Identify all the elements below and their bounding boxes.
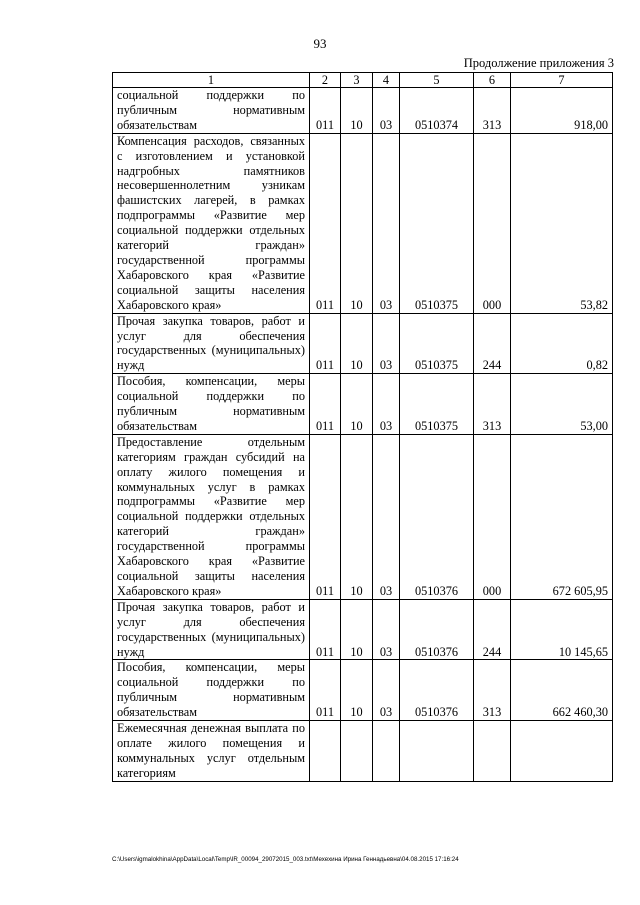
- ministry-code-cell: 011: [310, 374, 341, 435]
- table-row: [113, 374, 613, 435]
- ministry-code-cell: 011: [310, 660, 341, 721]
- expense-type-cell: 313: [474, 88, 511, 134]
- table-row: [113, 660, 613, 721]
- target-article-cell: 0510376: [400, 660, 474, 721]
- section-code-cell: 10: [341, 599, 373, 660]
- header-cell: 4: [373, 73, 400, 88]
- subsection-code-cell: 03: [373, 660, 400, 721]
- expense-type-cell: 244: [474, 313, 511, 374]
- section-code-cell: 10: [341, 434, 373, 599]
- table-row: [113, 133, 613, 313]
- amount-cell: 10 145,65: [511, 599, 613, 660]
- subsection-code-cell: 03: [373, 374, 400, 435]
- expense-type-cell: 000: [474, 133, 511, 313]
- table-row: [113, 434, 613, 599]
- row-name-cell: Предоставление отдельным категориям граждан субсидий на оплату жилого помещения и коммунальных услуг в рамках подпрограммы «Развитие мер социальной поддержки отдельных категорий граждан» государственной программы Хабаровского края «Развитие социальной защиты населения Хабаровского края»: [113, 434, 310, 599]
- ministry-code-cell: [310, 721, 341, 782]
- amount-cell: [511, 721, 613, 782]
- footer-file-path: C:\Users\igmalokhina\AppData\Local\Temp\IR_00094_29072015_003.txt\Мехехина Ирина Геннадьевна\04.08.2015 17:16:24: [112, 856, 459, 863]
- expense-type-cell: 000: [474, 434, 511, 599]
- target-article-cell: 0510374: [400, 88, 474, 134]
- subsection-code-cell: [373, 721, 400, 782]
- section-code-cell: 10: [341, 88, 373, 134]
- amount-cell: 672 605,95: [511, 434, 613, 599]
- ministry-code-cell: 011: [310, 313, 341, 374]
- row-name-cell: Прочая закупка товаров, работ и услуг для обеспечения государственных (муниципальных) нужд: [113, 313, 310, 374]
- page-number: 93: [313, 36, 327, 51]
- row-name-cell: Ежемесячная денежная выплата по оплате жилого помещения и коммунальных услуг отдельным категориям: [113, 721, 310, 782]
- ministry-code-cell: 011: [310, 88, 341, 134]
- ministry-code-cell: 011: [310, 133, 341, 313]
- amount-cell: 0,82: [511, 313, 613, 374]
- row-name-cell: Прочая закупка товаров, работ и услуг для обеспечения государственных (муниципальных) нужд: [113, 599, 310, 660]
- subsection-code-cell: 03: [373, 599, 400, 660]
- target-article-cell: 0510375: [400, 313, 474, 374]
- amount-cell: 53,00: [511, 374, 613, 435]
- row-name-cell: социальной поддержки по публичным нормативным обязательствам: [113, 88, 310, 134]
- subsection-code-cell: 03: [373, 133, 400, 313]
- section-code-cell: 10: [341, 374, 373, 435]
- amount-cell: 662 460,30: [511, 660, 613, 721]
- target-article-cell: 0510376: [400, 599, 474, 660]
- row-name-cell: Пособия, компенсации, меры социальной поддержки по публичным нормативным обязательствам: [113, 660, 310, 721]
- header-cell: 7: [511, 73, 613, 88]
- continuation-label: Продолжение приложения 3: [463, 56, 614, 70]
- header-cell: 1: [113, 73, 310, 88]
- header-cell: 3: [341, 73, 373, 88]
- section-code-cell: 10: [341, 313, 373, 374]
- target-article-cell: 0510375: [400, 374, 474, 435]
- header-cell: 5: [400, 73, 474, 88]
- ministry-code-cell: 011: [310, 434, 341, 599]
- expense-type-cell: 313: [474, 374, 511, 435]
- subsection-code-cell: 03: [373, 313, 400, 374]
- ministry-code-cell: 011: [310, 599, 341, 660]
- amount-cell: 918,00: [511, 88, 613, 134]
- target-article-cell: [400, 721, 474, 782]
- section-code-cell: [341, 721, 373, 782]
- table-header-row: [113, 73, 613, 88]
- section-code-cell: 10: [341, 660, 373, 721]
- row-name-cell: Компенсация расходов, связанных с изготовлением и установкой надгробных памятников несовершеннолетним узникам фашистских лагерей, в рамках подпрограммы «Развитие мер социальной поддержки отдельных категорий граждан» государственной программы Хабаровского края «Развитие социальной защиты населения Хабаровского края»: [113, 133, 310, 313]
- section-code-cell: 10: [341, 133, 373, 313]
- header-cell: 6: [474, 73, 511, 88]
- subsection-code-cell: 03: [373, 434, 400, 599]
- expense-type-cell: 244: [474, 599, 511, 660]
- table-row: [113, 88, 613, 134]
- expense-type-cell: [474, 721, 511, 782]
- table-row: [113, 721, 613, 782]
- header-cell: 2: [310, 73, 341, 88]
- table-row: [113, 599, 613, 660]
- target-article-cell: 0510375: [400, 133, 474, 313]
- row-name-cell: Пособия, компенсации, меры социальной поддержки по публичным нормативным обязательствам: [113, 374, 310, 435]
- budget-table: [112, 72, 613, 782]
- expense-type-cell: 313: [474, 660, 511, 721]
- table-row: [113, 313, 613, 374]
- target-article-cell: 0510376: [400, 434, 474, 599]
- amount-cell: 53,82: [511, 133, 613, 313]
- subsection-code-cell: 03: [373, 88, 400, 134]
